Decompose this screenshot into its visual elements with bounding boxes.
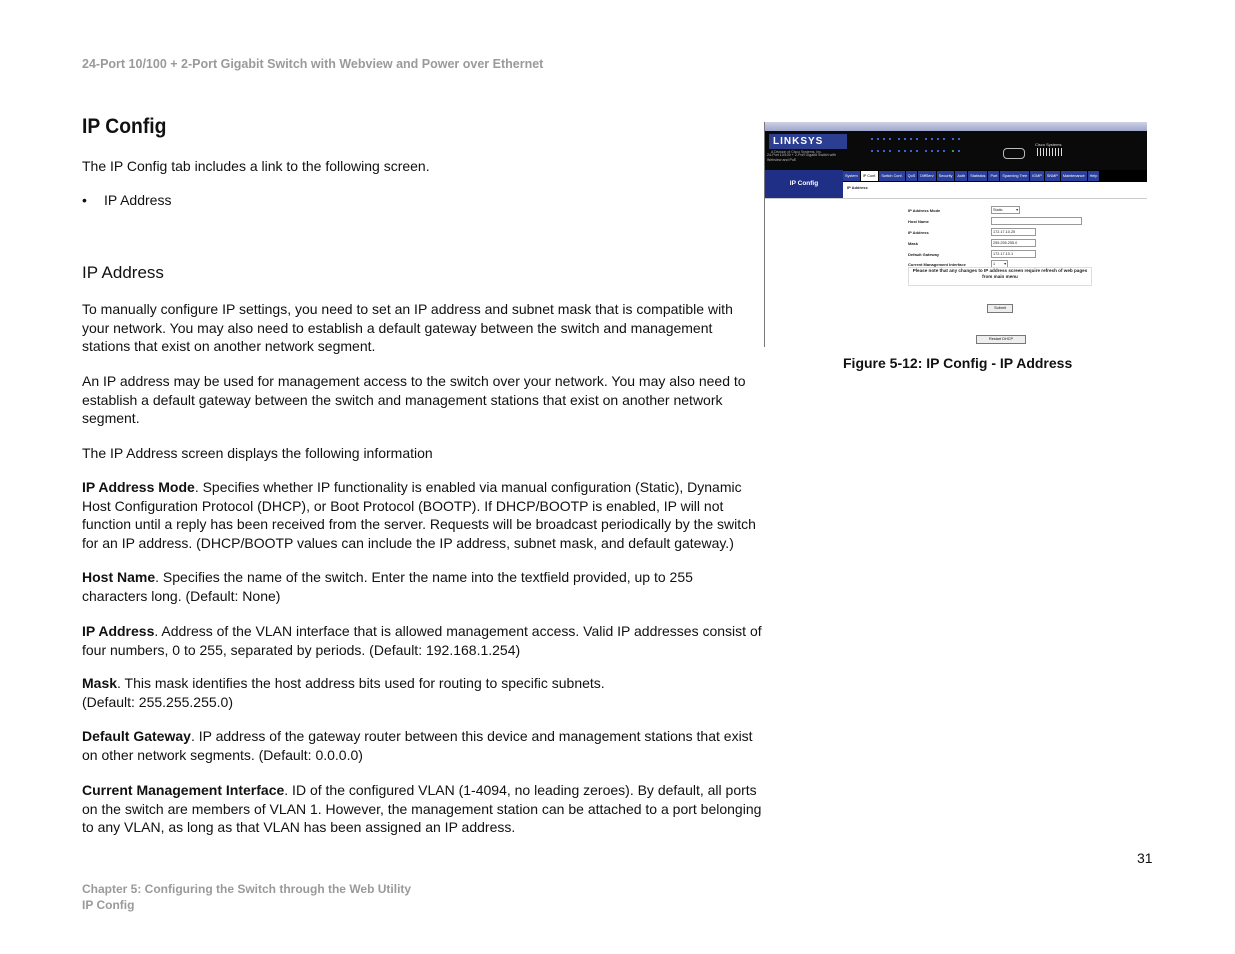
figure-tab[interactable]: Spanning Tree [1000, 171, 1029, 181]
mgmt-interface-value: 1 [993, 262, 996, 266]
mask-field[interactable]: 255.255.255.0 [991, 239, 1036, 247]
figure-tab[interactable]: Auth [955, 171, 967, 181]
figure-tab[interactable]: IP Conf. [861, 171, 879, 181]
subtab-ip-address[interactable]: IP Address [847, 185, 868, 190]
figure-screenshot [764, 122, 1147, 347]
host-name-field[interactable] [991, 217, 1082, 225]
figure-tab[interactable]: Security [937, 171, 955, 181]
figure-tab[interactable]: Port [988, 171, 999, 181]
port-led-icon [925, 138, 927, 140]
page-number: 31 [1137, 850, 1153, 866]
row-label: IP Address [908, 230, 929, 235]
linksys-logo: LINKSYS [769, 134, 847, 149]
cisco-logo-icon [1037, 148, 1063, 156]
definition-text: (Default: 255.255.255.0) [82, 693, 233, 710]
list-item: • IP Address [82, 192, 172, 208]
row-label: Mask [908, 241, 919, 246]
figure-tab[interactable]: QoS [906, 171, 918, 181]
port-led-icon [898, 150, 900, 152]
definition-text: . Specifies whether IP functionality is enabled via manual configuration (Static), Dynamic Host Configuration Protocol (DHCP), or Boot Protocol (BOOTP). If DHCP/BOOTP is enabled, IP will not function until a reply has been received from the server. Requests will be broadcast periodically by the switch for an IP address. (DHCP/BOOTP values can include the IP address, subnet mask, and default gateway.) [82, 479, 756, 551]
model-text: 24-Port 10/100 + 2-Port Gigabit Switch with Webview and PoE [767, 153, 837, 162]
definition-term: Mask [82, 675, 118, 691]
port-led-icon [910, 138, 912, 140]
row-label: Host Name [908, 219, 929, 224]
port-led-icon [958, 138, 960, 140]
figure-tab[interactable]: Statistics [968, 171, 987, 181]
definition-term: IP Address [82, 623, 155, 639]
submit-button[interactable]: Submit [987, 304, 1013, 313]
figure-tab[interactable]: IGMP [1030, 171, 1044, 181]
bullet-list [82, 191, 762, 210]
figure-tab[interactable]: System [843, 171, 860, 181]
paragraph: To manually configure IP settings, you need to set an IP address and subnet mask that is compatible with your network. You may also need to establish a default gateway between the switch and management stations that exist on another network segment. [82, 301, 733, 355]
definition-ip-address [82, 622, 762, 659]
port-led-icon [871, 150, 873, 152]
port-led-icon [952, 138, 954, 140]
footer-section: IP Config [82, 898, 135, 912]
port-led-icon [952, 150, 954, 152]
subsection-title: IP Address [82, 263, 164, 282]
port-led-icon [889, 138, 891, 140]
figure-caption: Figure 5-12: IP Config - IP Address [843, 355, 1073, 371]
row-label: Default Gateway [908, 252, 940, 257]
port-led-icon [883, 150, 885, 152]
figure-top-bar [765, 122, 1147, 131]
port-led-icon [916, 150, 918, 152]
figure-tab-bar [843, 171, 1100, 181]
definition-text: . ID of the configured VLAN (1-4094, no leading zeroes). By default, all ports on the switch are members of VLAN 1. However, the management station can be attached to a port belonging to any VLAN, as long as that VLAN has been assigned an IP address. [82, 782, 762, 836]
bullet-text: IP Address [104, 192, 172, 208]
paragraph: The IP Address screen displays the following information [82, 445, 433, 461]
port-led-icon [937, 150, 939, 152]
chevron-down-icon: ▾ [1016, 208, 1018, 212]
port-led-icon [904, 138, 906, 140]
row-label: IP Address Mode [908, 208, 941, 213]
port-led-icon [943, 138, 945, 140]
definition-text: . Address of the VLAN interface that is allowed management access. Valid IP addresses consist of four numbers, 0 to 255, separated by periods. (Default: 192.168.1.254) [82, 623, 762, 658]
port-led-icon [898, 138, 900, 140]
figure-tab[interactable]: SNMP [1045, 171, 1060, 181]
definition-current-management-interface [82, 781, 762, 837]
change-note: Please note that any changes to IP address screen require refresh of web pages from main menu [908, 267, 1092, 286]
section-title: IP Config [82, 115, 167, 138]
definition-ip-address-mode [82, 478, 762, 552]
figure-tab[interactable]: Help [1088, 171, 1100, 181]
figure-subtab-bar [843, 182, 1147, 198]
port-led-icon [883, 138, 885, 140]
figure-tab[interactable]: Maintenance [1061, 171, 1087, 181]
row-label: Current Management Interface [908, 262, 966, 267]
port-led-icon [916, 138, 918, 140]
ip-mode-select[interactable] [991, 206, 1020, 214]
intro-paragraph: The IP Config tab includes a link to the following screen. [82, 158, 430, 174]
definition-host-name [82, 568, 762, 605]
port-led-icon [871, 138, 873, 140]
definition-text: . IP address of the gateway router between this device and management stations that exist on other network segments. (Default: 0.0.0.0) [82, 728, 753, 763]
port-led-icon [925, 150, 927, 152]
gateway-field[interactable]: 172.17.10.1 [991, 250, 1036, 258]
left-tab-ip-config[interactable]: IP Config [765, 170, 843, 198]
definition-term: Current Management Interface [82, 782, 285, 798]
port-status-panel [871, 136, 961, 160]
console-port-icon [1003, 148, 1025, 159]
port-led-icon [931, 138, 933, 140]
port-led-icon [943, 150, 945, 152]
paragraph: An IP address may be used for management access to the switch over your network. You may also need to establish a default gateway between the switch and management stations that exist on another network segment. [82, 373, 746, 427]
ip-mode-value: Static [993, 208, 1003, 212]
page-footer [82, 881, 411, 913]
definition-term: Default Gateway [82, 728, 191, 744]
port-led-icon [937, 138, 939, 140]
definition-mask [82, 674, 762, 711]
port-led-icon [889, 150, 891, 152]
figure-tab[interactable]: DiffServ [918, 171, 935, 181]
port-led-icon [931, 150, 933, 152]
definition-text: . This mask identifies the host address bits used for routing to specific subnets. [117, 675, 605, 691]
port-led-icon [877, 138, 879, 140]
definition-term: Host Name [82, 569, 156, 585]
footer-chapter: Chapter 5: Configuring the Switch through the Web Utility [82, 882, 412, 896]
logo-subtitle: A Division of Cisco Systems, Inc. [771, 150, 822, 154]
port-led-icon [910, 150, 912, 152]
cisco-label: Cisco Systems [1035, 142, 1062, 147]
running-header: 24-Port 10/100 + 2-Port Gigabit Switch with Webview and Power over Ethernet [82, 57, 544, 71]
chevron-down-icon: ▾ [1004, 262, 1006, 266]
figure-form-area [765, 198, 1147, 347]
port-led-icon [958, 150, 960, 152]
figure-tab[interactable]: Switch Conf. [879, 171, 904, 181]
ip-address-field[interactable]: 172.17.10.25 [991, 228, 1036, 236]
definition-term: IP Address Mode [82, 479, 195, 495]
port-led-icon [904, 150, 906, 152]
port-led-icon [877, 150, 879, 152]
restart-dhcp-button[interactable]: Restart DHCP [976, 335, 1026, 344]
definition-text: . Specifies the name of the switch. Enter the name into the textfield provided, up to 255 characters long. (Default: None) [82, 569, 693, 604]
definition-default-gateway [82, 727, 762, 764]
